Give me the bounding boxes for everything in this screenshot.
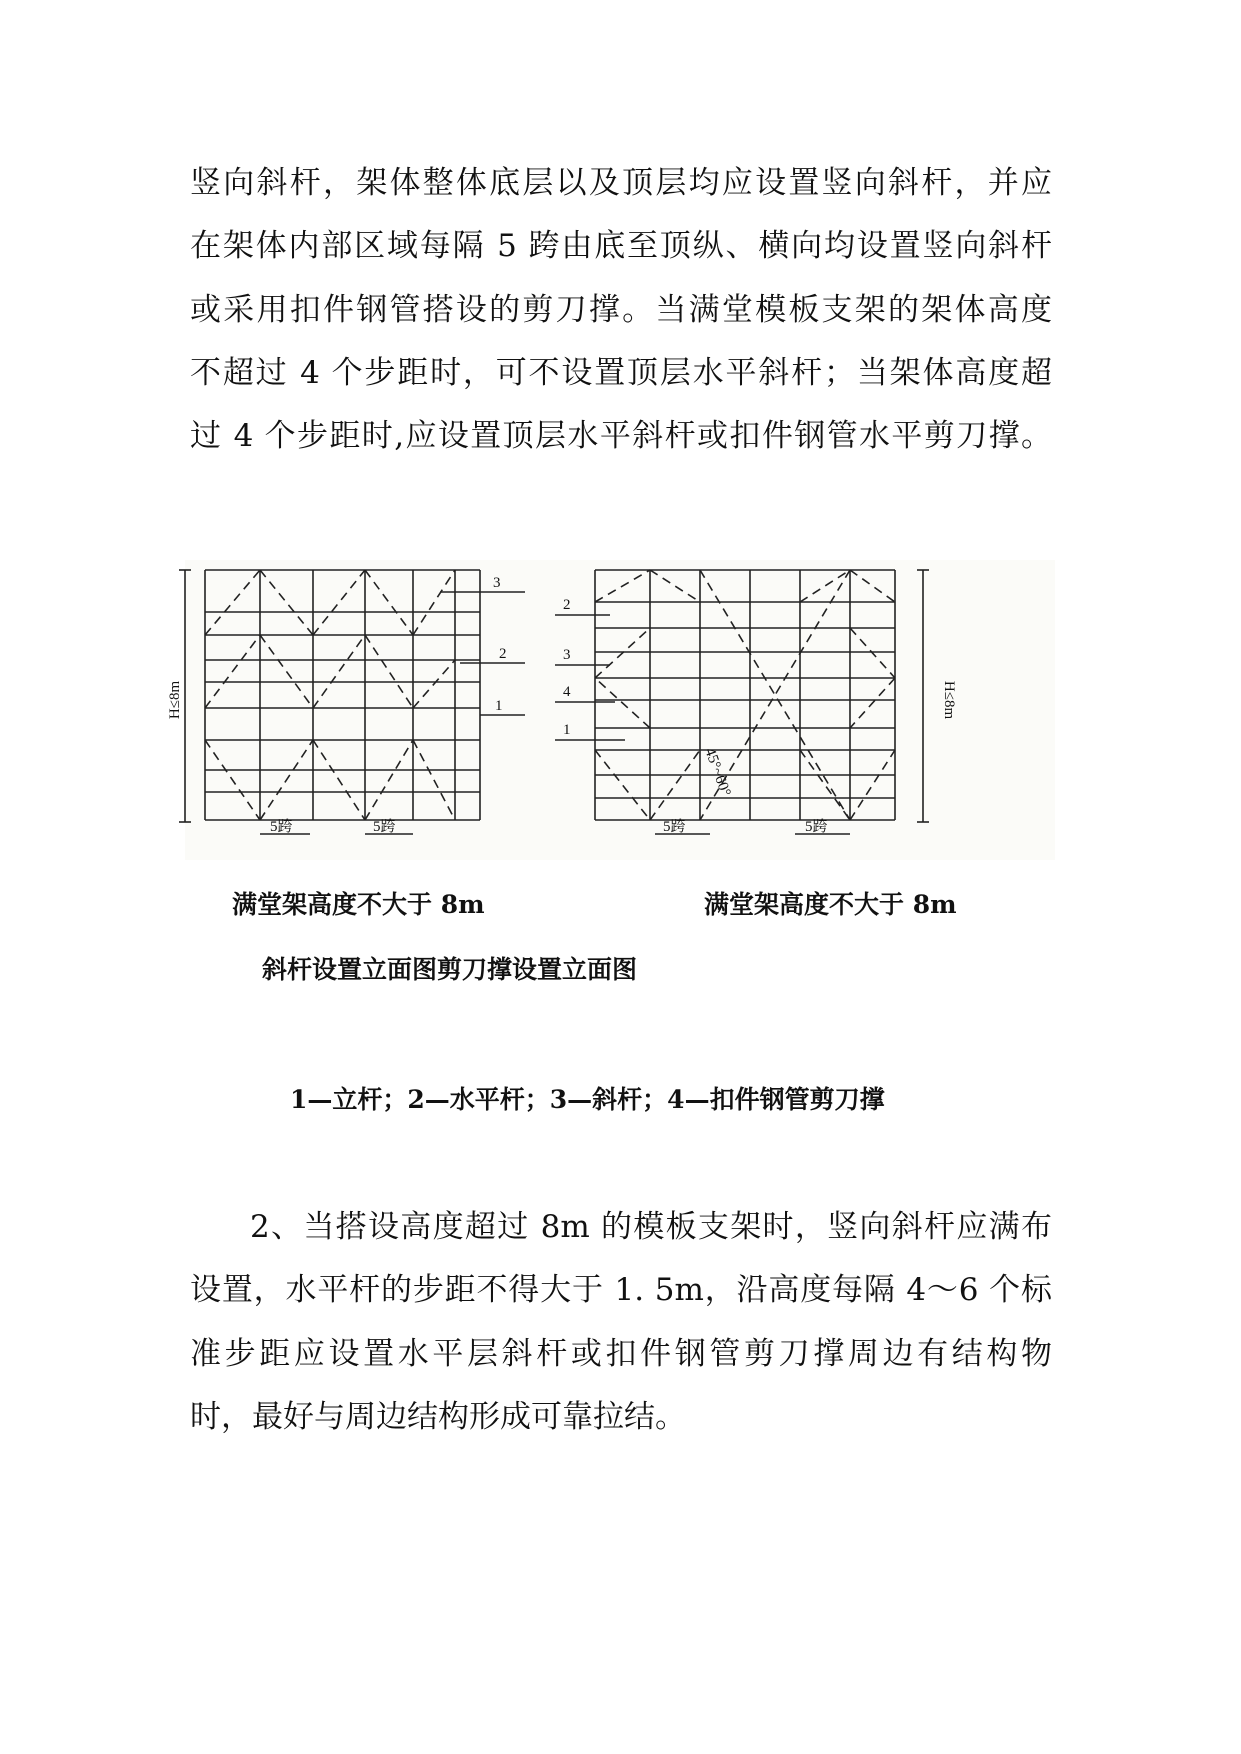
scaffold-elevation-figure <box>167 560 1055 860</box>
right-figure-title: 满堂架高度不大于 8m <box>704 890 957 919</box>
paragraph-2-line-4: 时，最好与周边结构形成可靠拉结。 <box>190 1399 686 1435</box>
left-figure-title: 满堂架高度不大于 8m <box>232 890 485 919</box>
left-callout-2: 2 <box>499 646 507 662</box>
right-height-label: H≤8m <box>941 680 957 720</box>
paragraph-2-line-1: 2、当搭设高度超过 8m 的模板支架时，竖向斜杆应满布 <box>250 1209 1052 1245</box>
left-callout-3: 3 <box>493 575 501 591</box>
right-span-label-2: 5跨 <box>805 819 828 835</box>
figure-subtitle: 斜杆设置立面图剪刀撑设置立面图 <box>262 955 638 984</box>
left-span-label-1: 5跨 <box>270 819 293 835</box>
paragraph-2-line-2: 设置，水平杆的步距不得大于 1. 5m，沿高度每隔 4～6 个标 <box>190 1272 1052 1308</box>
right-span-label-1: 5跨 <box>663 819 686 835</box>
right-callout-3: 3 <box>563 647 571 663</box>
right-angle-label: 45°~60° <box>701 745 734 799</box>
paragraph-1-line-1: 竖向斜杆，架体整体底层以及顶层均应设置竖向斜杆，并应 <box>190 165 1052 201</box>
right-callout-1: 1 <box>563 722 571 738</box>
left-callout-1: 1 <box>495 698 503 714</box>
paragraph-1-line-4: 不超过 4 个步距时，可不设置顶层水平斜杆；当架体高度超 <box>190 355 1052 391</box>
right-callout-2: 2 <box>563 597 571 613</box>
paragraph-1-line-2: 在架体内部区域每隔 5 跨由底至顶纵、横向均设置竖向斜杆 <box>190 228 1052 264</box>
paragraph-2-line-3: 准步距应设置水平层斜杆或扣件钢管剪刀撑周边有结构物 <box>190 1336 1052 1372</box>
left-height-label: H≤8m <box>167 680 183 720</box>
left-span-label-2: 5跨 <box>373 819 396 835</box>
figure-legend: 1—立杆；2—水平杆；3—斜杆；4—扣件钢管剪刀撑 <box>290 1085 885 1114</box>
paragraph-1-line-3: 或采用扣件钢管搭设的剪刀撑。当满堂模板支架的架体高度 <box>190 292 1052 328</box>
paragraph-1-line-5: 过 4 个步距时,应设置顶层水平斜杆或扣件钢管水平剪刀撑。 <box>190 418 1052 454</box>
right-callout-4: 4 <box>563 684 571 700</box>
